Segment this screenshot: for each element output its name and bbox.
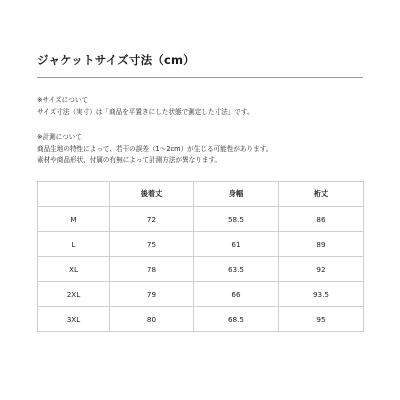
table-row: [38, 207, 364, 232]
value-cell: 63.5: [194, 257, 279, 282]
value-cell: 78: [110, 257, 194, 282]
header-body-width: 身幅: [194, 182, 279, 207]
measurement-note-line: 商品生地の特性によって、若干の誤差（1～2cm）が生じる可能性があります。: [37, 144, 273, 153]
size-cell: L: [38, 232, 110, 257]
value-cell: 79: [110, 282, 194, 307]
header-sleeve-length: 裄丈: [279, 182, 364, 207]
size-cell: M: [38, 207, 110, 232]
title-divider: [37, 77, 363, 78]
header-back-length: 後着丈: [110, 182, 194, 207]
table-row: [38, 282, 364, 307]
value-cell: 75: [110, 232, 194, 257]
size-note: [37, 95, 254, 118]
size-cell: 2XL: [38, 282, 110, 307]
size-note-heading: ※サイズについて: [37, 96, 89, 104]
size-table: [37, 181, 364, 332]
measurement-note-line: 素材や商品形状、付属の有無によって計測方法が異なります。: [37, 156, 222, 164]
size-cell: XL: [38, 257, 110, 282]
measurement-note-heading: ※計測について: [37, 133, 82, 141]
value-cell: 86: [279, 207, 364, 232]
table-header-row: [38, 182, 364, 207]
value-cell: 95: [279, 307, 364, 332]
value-cell: 93.5: [279, 282, 364, 307]
value-cell: 61: [194, 232, 279, 257]
page-title: ジャケットサイズ寸法（cm）: [37, 53, 195, 67]
value-cell: 89: [279, 232, 364, 257]
value-cell: 80: [110, 307, 194, 332]
measurement-note: [37, 132, 272, 167]
value-cell: 68.5: [194, 307, 279, 332]
value-cell: 92: [279, 257, 364, 282]
table-row: [38, 257, 364, 282]
value-cell: 58.5: [194, 207, 279, 232]
size-note-line: サイズ寸法（実寸）は「商品を平置きにした状態で測定した寸法」です。: [37, 107, 254, 116]
value-cell: 72: [110, 207, 194, 232]
table-row: [38, 232, 364, 257]
value-cell: 66: [194, 282, 279, 307]
table-row: [38, 307, 364, 332]
header-size: [38, 182, 110, 207]
size-cell: 3XL: [38, 307, 110, 332]
